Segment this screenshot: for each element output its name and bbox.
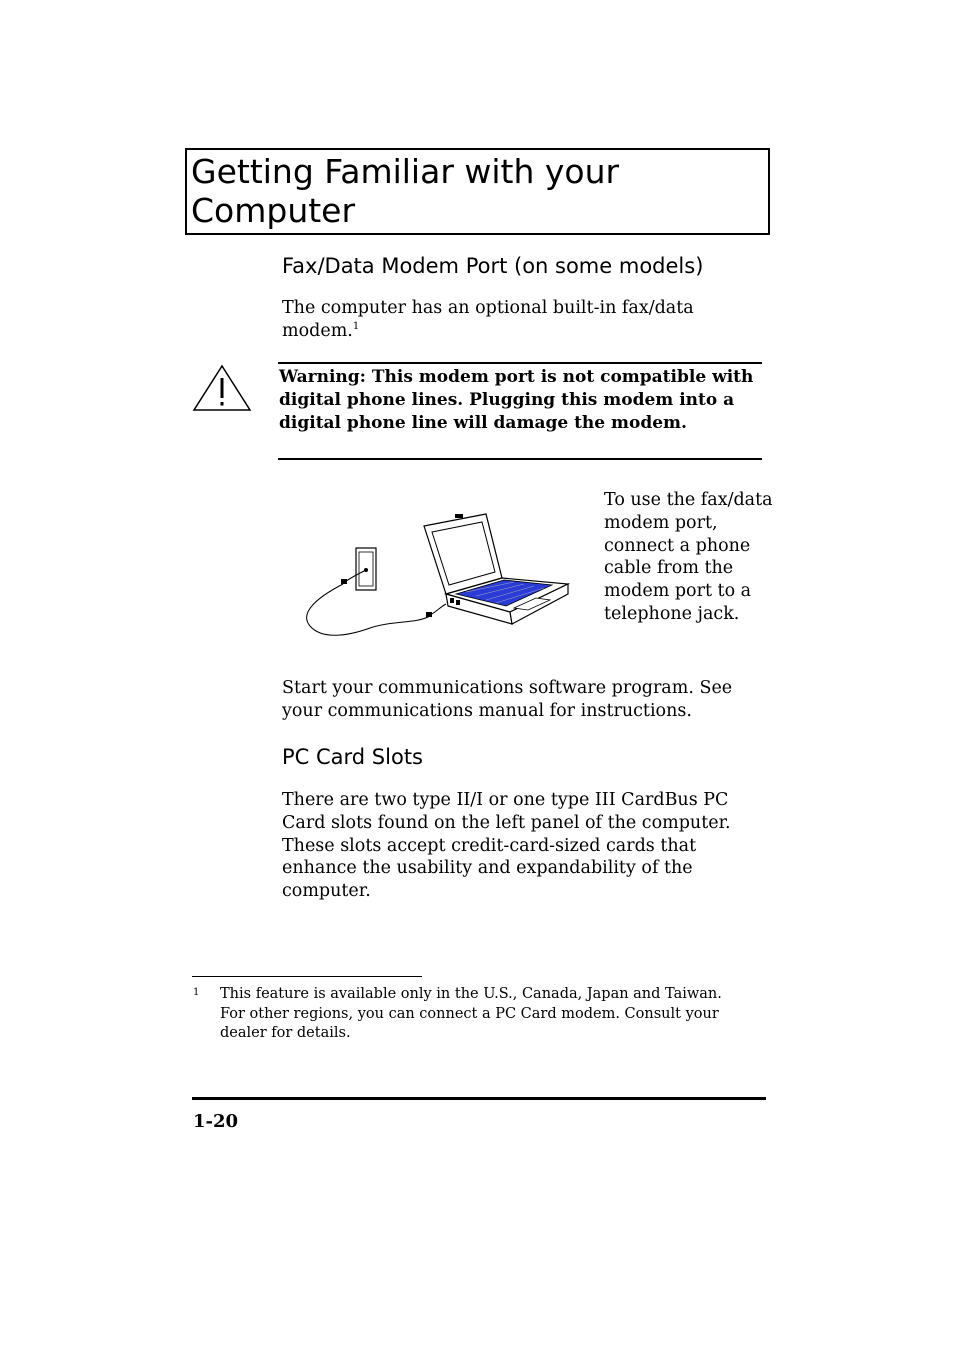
page-number: 1-20 (193, 1111, 239, 1132)
modem-section-heading: Fax/Data Modem Port (on some models) (282, 254, 704, 278)
warning-top-rule (278, 362, 762, 364)
page-title: Getting Familiar with your Computer (191, 152, 620, 230)
warning-triangle-icon (192, 364, 252, 412)
warning-bottom-rule (278, 458, 762, 460)
footnote-number: 1 (193, 987, 200, 998)
pccard-paragraph: There are two type II/I or one type III CardBus PC Card slots found on the left panel of the computer. These slots accept credit-card-sized cards that enhance the usability and expandability of the computer. (282, 790, 731, 902)
footnote-rule (192, 976, 422, 977)
footnote-text: This feature is available only in the U.S., Canada, Japan and Taiwan. For other regions, you can connect a PC Card modem. Consult your dealer for details. (220, 986, 722, 1041)
pccard-section-heading: PC Card Slots (282, 745, 423, 769)
modem-caption: To use the fax/data modem port, connect a phone cable from the modem port to a telephone jack. (604, 490, 773, 624)
laptop-phone-jack-illustration (300, 508, 570, 648)
footer-rule (192, 1097, 766, 1100)
warning-text: Warning: This modem port is not compatible with digital phone lines. Plugging this modem into a digital phone line will damage the modem. (279, 367, 754, 433)
footnote-reference: 1 (352, 320, 360, 332)
modem-intro-paragraph: The computer has an optional built-in fax/data modem.$^1$ (282, 298, 694, 341)
modem-followup-paragraph: Start your communications software program. See your communications manual for instructions. (282, 678, 733, 721)
